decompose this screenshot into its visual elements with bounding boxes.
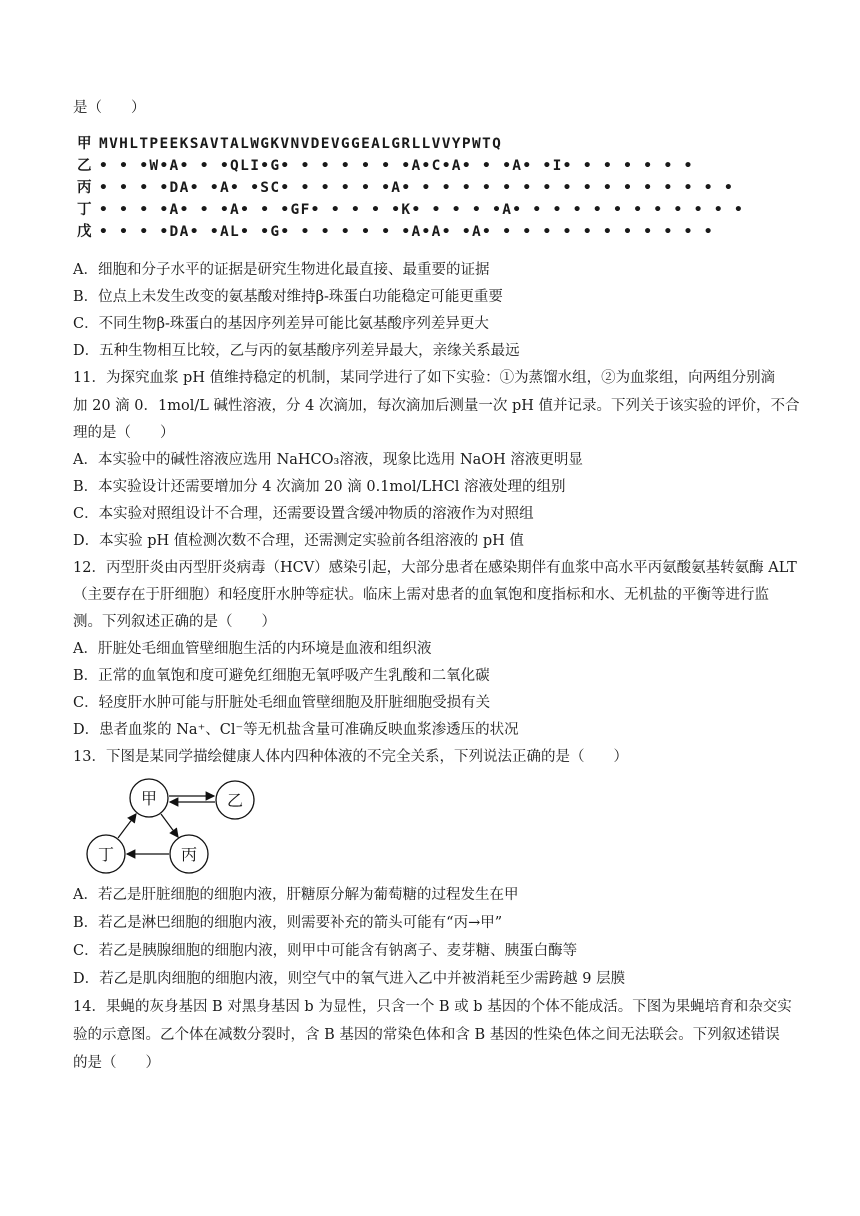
q10-option-a: A．细胞和分子水平的证据是研究生物进化最直接、最重要的证据 xyxy=(73,262,490,278)
q12-option-a: A．肝脏处毛细血管壁细胞生活的内环境是血液和组织液 xyxy=(73,641,432,657)
node-label-ding: 丁 xyxy=(97,845,115,864)
amino-acid-sequence: • • • •DA• •AL• •G• • • • • • •A•A• •A• • • • • • • • • • • • xyxy=(99,224,714,240)
q12-stem-line: （主要存在于肝细胞）和轻度肝水肿等症状。临床上需对患者的血氧饱和度指标和水、无机盐的平衡等进行监 xyxy=(73,587,769,603)
species-label: 甲 xyxy=(77,136,92,152)
amino-acid-sequence: • • • •DA• •A• •SC• • • • • •A• • • • • • • • • • • • • • • • • xyxy=(99,180,735,196)
sequence-row xyxy=(77,177,734,199)
q12-option-c: C．轻度肝水肿可能与肝脏处毛细血管壁细胞及肝脏细胞受损有关 xyxy=(73,695,491,711)
amino-acid-sequence: • • • •A• • •A• • •GF• • • • •K• • • • •A• • • • • • • • • • • • xyxy=(99,202,745,218)
q12-stem-line: 12．丙型肝炎由丙型肝炎病毒（HCV）感染引起，大部分患者在感染期伴有血浆中高水平丙氨酸氨基转氨酶 ALT xyxy=(73,560,797,576)
q11-stem-line: 11．为探究血浆 pH 值维持稳定的机制，某同学进行了如下实验：①为蒸馏水组，②为血浆组，向两组分别滴 xyxy=(73,370,776,386)
species-label: 丁 xyxy=(77,202,92,218)
sequence-row xyxy=(77,199,744,221)
q12-option-d: D．患者血浆的 Na⁺、Cl⁻等无机盐含量可准确反映血浆渗透压的状况 xyxy=(73,722,519,738)
arrow-jia-to-bing xyxy=(161,814,178,837)
q13-stem: 13．下图是某同学描绘健康人体内四种体液的不完全关系，下列说法正确的是（ ） xyxy=(73,749,628,765)
q11-option-b: B．本实验设计还需要增加分 4 次滴加 20 滴 0.1mol/LHCl 溶液处理的组别 xyxy=(73,479,566,495)
q13-option-b: B．若乙是淋巴细胞的细胞内液，则需要补充的箭头可能有“丙→甲” xyxy=(73,915,503,931)
q11-stem-line: 加 20 滴 0．1mol/L 碱性溶液，分 4 次滴加，每次滴加后测量一次 pH 值并记录。下列关于该实验的评价，不合 xyxy=(73,398,800,414)
q10-option-c: C．不同生物β-珠蛋白的基因序列差异可能比氨基酸序列差异更大 xyxy=(73,316,489,332)
q10-option-b: B．位点上未发生改变的氨基酸对维持β-珠蛋白功能稳定可能更重要 xyxy=(73,289,503,305)
amino-acid-sequence: MVHLTPEEKSAVTALWGKVNVDEVGGEALGRLLVVYPWTQ xyxy=(99,136,503,152)
node-label-jia: 甲 xyxy=(140,789,158,808)
q13-option-d: D．若乙是肌肉细胞的细胞内液，则空气中的氧气进入乙中并被消耗至少需跨越 9 层膜 xyxy=(73,971,626,987)
node-label-bing: 丙 xyxy=(180,845,198,864)
sequence-row xyxy=(77,155,694,177)
species-label: 乙 xyxy=(77,158,92,174)
q13-option-a: A．若乙是肝脏细胞的细胞内液，肝糖原分解为葡萄糖的过程发生在甲 xyxy=(73,887,519,903)
amino-acid-sequence: • • •W•A• • •QLI•G• • • • • • •A•C•A• • •A• •I• • • • • • • xyxy=(99,158,694,174)
q11-option-a: A．本实验中的碱性溶液应选用 NaHCO₃溶液，现象比选用 NaOH 溶液更明显 xyxy=(73,452,583,468)
node-label-yi: 乙 xyxy=(226,791,244,810)
species-label: 戊 xyxy=(77,224,92,240)
q10-option-d: D．五种生物相互比较，乙与丙的氨基酸序列差异最大，亲缘关系最远 xyxy=(73,343,520,359)
arrow-ding-to-jia xyxy=(118,814,136,838)
sequence-row xyxy=(77,133,502,155)
q11-stem-line: 理的是（ ） xyxy=(73,425,175,441)
species-label: 丙 xyxy=(77,180,92,196)
q13-option-c: C．若乙是胰腺细胞的细胞内液，则甲中可能含有钠离子、麦芽糖、胰蛋白酶等 xyxy=(73,943,578,959)
q12-option-b: B．正常的血氧饱和度可避免红细胞无氧呼吸产生乳酸和二氧化碳 xyxy=(73,668,490,684)
sequence-row xyxy=(77,221,714,243)
body-fluid-diagram xyxy=(82,776,272,876)
q14-stem-line: 14．果蝇的灰身基因 B 对黑身基因 b 为显性，只含一个 B 或 b 基因的个体不能成活。下图为果蝇培育和杂交实 xyxy=(73,999,792,1015)
q10-stem-tail: 是（ ） xyxy=(73,100,146,116)
q11-option-d: D．本实验 pH 值检测次数不合理，还需测定实验前各组溶液的 pH 值 xyxy=(73,533,524,549)
q14-stem-line: 的是（ ） xyxy=(73,1055,160,1071)
q14-stem-line: 验的示意图。乙个体在减数分裂时，含 B 基因的常染色体和含 B 基因的性染色体之间无法联会。下列叙述错误 xyxy=(73,1027,780,1043)
q11-option-c: C．本实验对照组设计不合理，还需要设置含缓冲物质的溶液作为对照组 xyxy=(73,506,534,522)
q12-stem-line: 测。下列叙述正确的是（ ） xyxy=(73,614,276,630)
